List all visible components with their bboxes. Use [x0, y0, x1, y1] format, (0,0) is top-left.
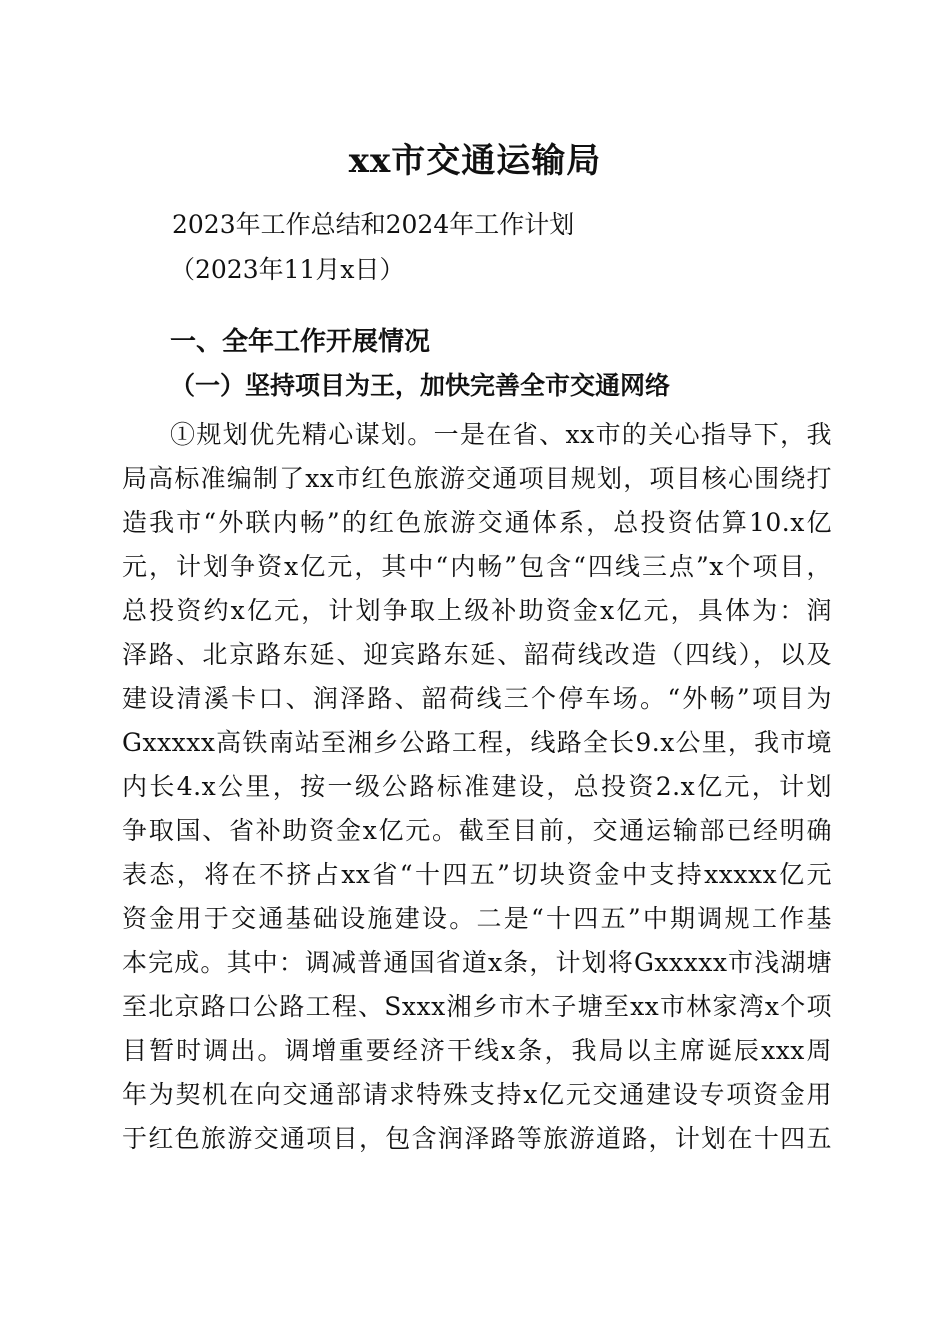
document-subtitle: 2023年工作总结和2024年工作计划	[172, 210, 575, 239]
body-paragraph	[122, 413, 832, 1161]
body-line: 年为契机在向交通部请求特殊支持x亿元交通建设专项资金用	[122, 1080, 832, 1109]
body-line: 总投资约x亿元，计划争取上级补助资金x亿元，具体为：润	[122, 596, 832, 625]
body-line: 资金用于交通基础设施建设。二是“十四五”中期调规工作基	[122, 904, 832, 933]
body-line: 局高标准编制了xx市红色旅游交通项目规划，项目核心围绕打	[122, 464, 832, 493]
body-line: 表态，将在不挤占xx省“十四五”切块资金中支持xxxxx亿元	[122, 860, 832, 889]
body-line: 内长4.x公里，按一级公路标准建设，总投资2.x亿元，计划	[122, 772, 832, 801]
body-line: 争取国、省补助资金x亿元。截至目前，交通运输部已经明确	[122, 816, 832, 845]
body-line: 建设清溪卡口、润泽路、韶荷线三个停车场。“外畅”项目为	[122, 684, 832, 713]
document-title: xx市交通运输局	[348, 141, 602, 181]
body-line: 至北京路口公路工程、Sxxx湘乡市木子塘至xx市林家湾x个项	[122, 992, 832, 1021]
body-line: 本完成。其中：调减普通国省道x条，计划将Gxxxxx市浅湖塘	[122, 948, 832, 977]
section-heading-1: 一、全年工作开展情况	[170, 327, 431, 357]
body-line: 目暂时调出。调增重要经济干线x条，我局以主席诞辰xxx周	[122, 1036, 832, 1065]
body-line: 造我市“外联内畅”的红色旅游交通体系，总投资估算10.x亿	[122, 508, 832, 537]
body-line: 元，计划争资x亿元，其中“内畅”包含“四线三点”x个项目，	[122, 552, 832, 581]
body-line: 于红色旅游交通项目，包含润泽路等旅游道路，计划在十四五	[122, 1124, 832, 1153]
body-line: ①规划优先精心谋划。一是在省、xx市的关心指导下，我	[170, 420, 832, 449]
document-date: （2023年11月x日）	[170, 255, 405, 284]
body-line: Gxxxxx高铁南站至湘乡公路工程，线路全长9.x公里，我市境	[122, 728, 832, 757]
subsection-heading-1: （一）坚持项目为王，加快完善全市交通网络	[170, 371, 671, 400]
body-line: 泽路、北京路东延、迎宾路东延、韶荷线改造（四线），以及	[122, 640, 832, 669]
